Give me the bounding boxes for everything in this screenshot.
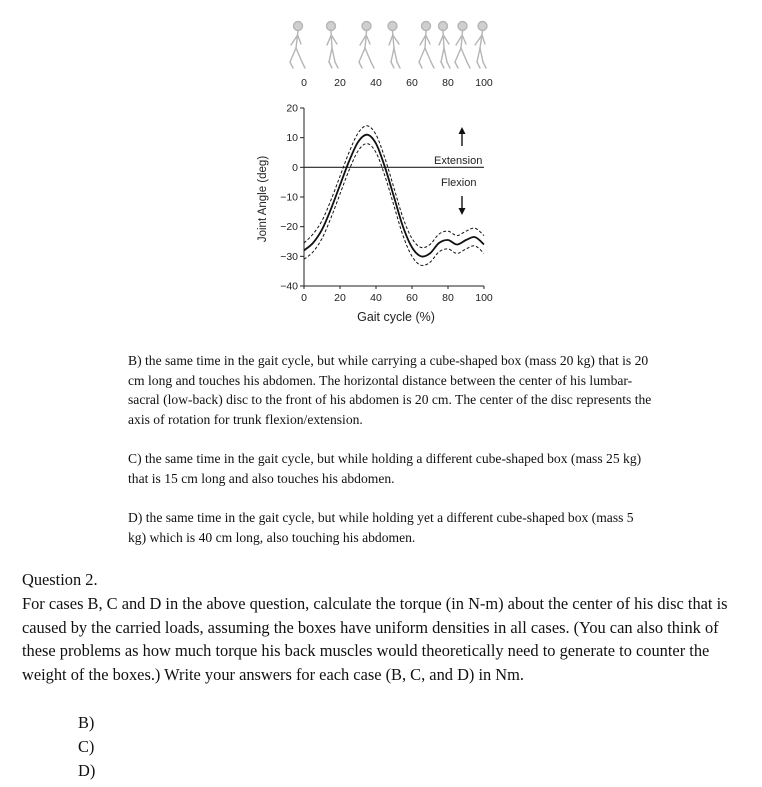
top-axis-label: 20 (334, 77, 346, 89)
question2-title: Question 2. (22, 570, 98, 589)
y-tick-label: 10 (286, 132, 298, 145)
extension-label: Extension (434, 155, 483, 167)
answer-label-d: D) (78, 761, 96, 780)
walking-figure (290, 22, 305, 69)
y-tick-label: −10 (280, 191, 298, 204)
flexion-label: Flexion (441, 177, 477, 189)
y-tick-label: −30 (280, 250, 298, 263)
top-axis-label: 40 (370, 77, 382, 89)
y-tick-label: 20 (286, 102, 298, 115)
x-tick-label: 40 (370, 292, 382, 304)
answer-label-c: C) (78, 737, 95, 756)
top-axis-label: 0 (301, 77, 307, 89)
x-axis-title: Gait cycle (%) (357, 310, 435, 324)
x-tick-label: 0 (301, 292, 307, 304)
top-axis-label: 60 (406, 77, 418, 89)
walking-figure (475, 22, 487, 69)
walking-figure (388, 22, 400, 69)
top-axis-label: 80 (442, 77, 454, 89)
walking-figure (419, 22, 434, 69)
x-tick-label: 20 (334, 292, 346, 304)
x-tick-label: 80 (442, 292, 454, 304)
y-tick-label: −20 (280, 221, 298, 234)
answer-label-b: B) (78, 713, 95, 732)
walking-figure (455, 22, 470, 69)
series-line-mean (304, 135, 484, 257)
walking-figures-illustration (290, 22, 487, 69)
question2-body: For cases B, C and D in the above question, calculate the torque (in N-m) about the center of his disc that is caused by the carried loads, assuming the boxes have uniform densities in all cases. (You can also think of these problems as how much torque his back muscles would theoretically need to generate to counter the weight of the boxes.) Write your answers for each case (B, C, and D) in Nm. (22, 594, 728, 684)
y-axis-title: Joint Angle (deg) (257, 155, 269, 243)
x-tick-label: 60 (406, 292, 418, 304)
walking-figure (327, 22, 339, 69)
question1-part-d: D) the same time in the gait cycle, but while holding yet a different cube-shaped box (mass 5 kg) which is 40 cm long, also touching his abdomen. (128, 510, 634, 545)
question1-part-b: B) the same time in the gait cycle, but while carrying a cube-shaped box (mass 20 kg) that is 20 cm long and touches his abdomen. The horizontal distance between the center of his lumbar-sacral (low-back) disc to the front of his abdomen is 20 cm. The center of the disc represents the axis of rotation for trunk flexion/extension. (128, 353, 652, 427)
walking-figure (439, 22, 451, 69)
extension-annotation (434, 127, 482, 167)
question1-part-c: C) the same time in the gait cycle, but while holding a different cube-shaped box (mass 25 kg) that is 15 cm long and also touches his abdomen. (128, 451, 642, 486)
flexion-annotation (441, 177, 476, 215)
walking-figure (359, 22, 374, 69)
top-axis-label: 100 (475, 77, 493, 89)
gait-figure (0, 0, 762, 330)
y-tick-label: 0 (292, 161, 298, 174)
y-tick-label: −40 (280, 280, 298, 293)
x-tick-label: 100 (475, 292, 493, 304)
